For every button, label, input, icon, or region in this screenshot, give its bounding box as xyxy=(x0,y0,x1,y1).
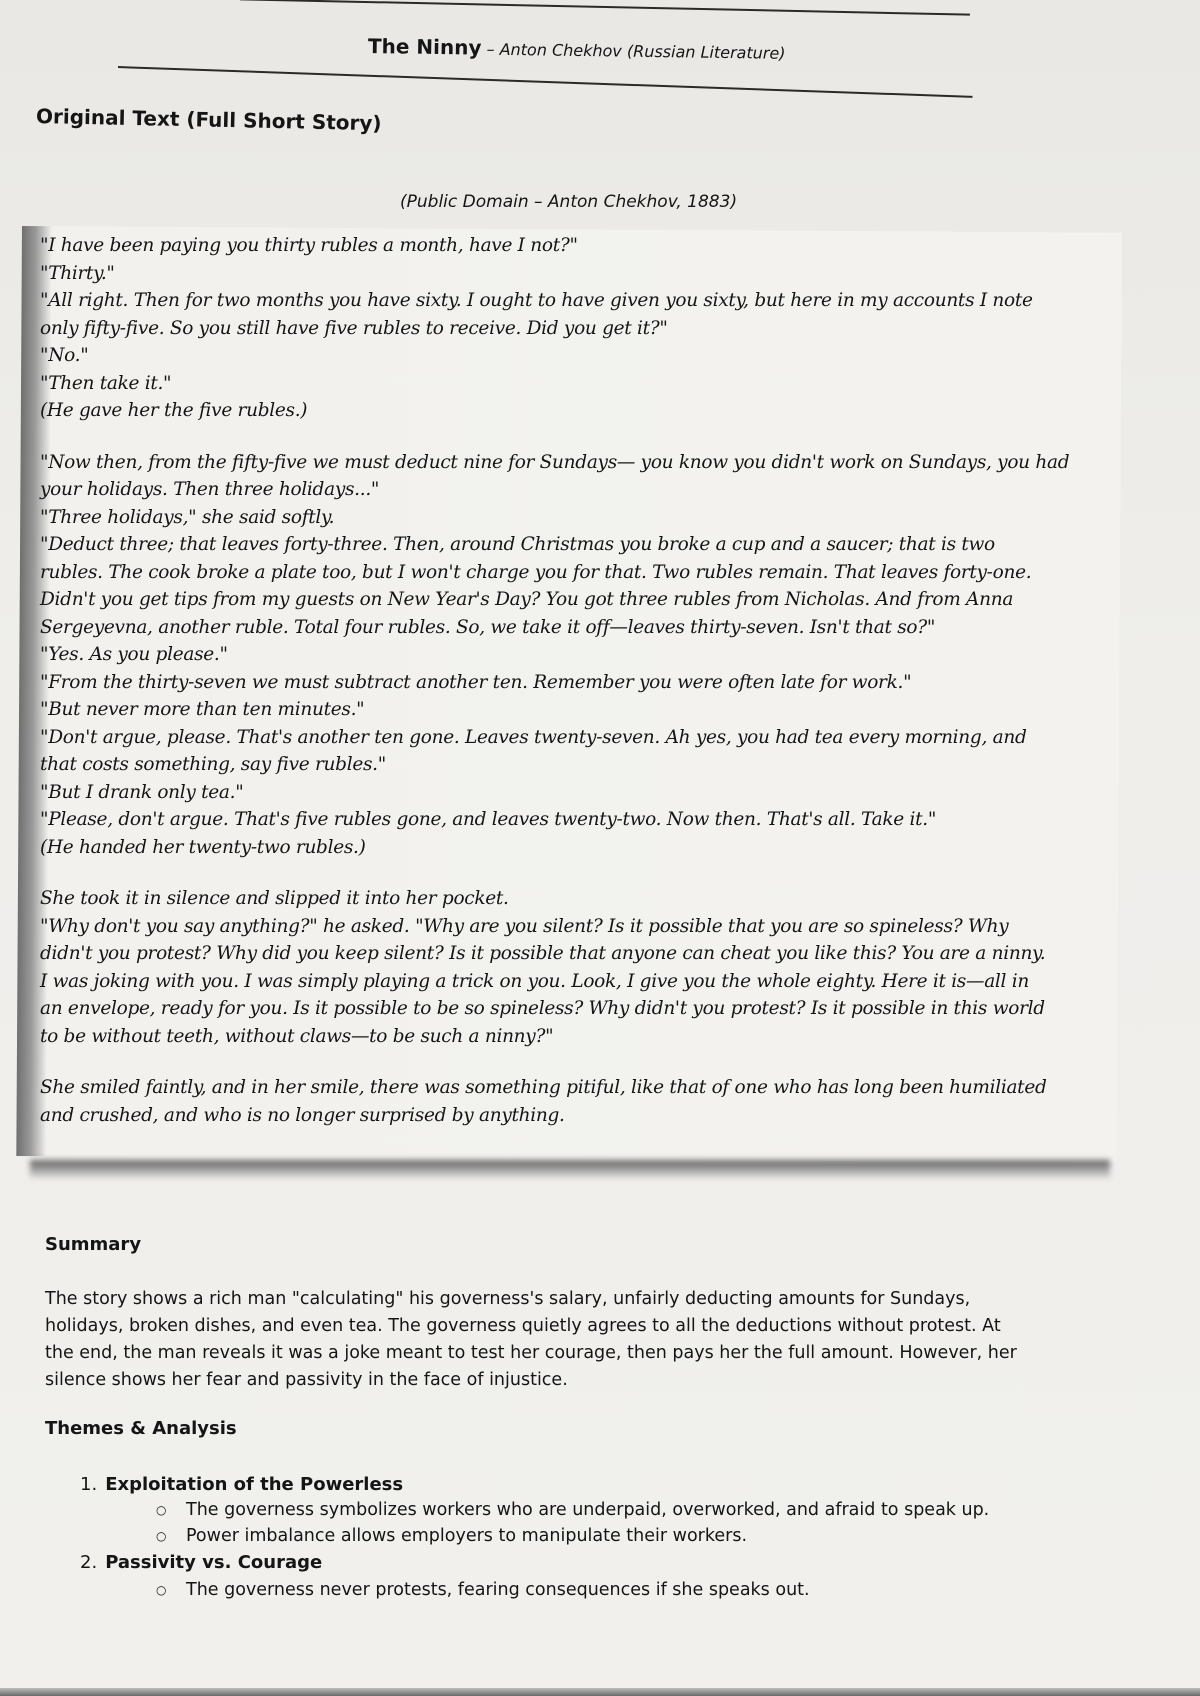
document-title xyxy=(368,34,928,66)
summary-line: The story shows a rich man "calculating" his governess's salary, unfairly deducting amounts for Sundays, xyxy=(45,1289,971,1309)
story-line: "Three holidays," she said softly. xyxy=(40,506,335,528)
paragraph-gap xyxy=(40,861,1140,885)
summary-line: holidays, broken dishes, and even tea. The governess quietly agrees to all the deductions without protest. At xyxy=(45,1316,1001,1336)
theme-number: 1. xyxy=(80,1474,98,1495)
story-line: "Don't argue, please. That's another ten gone. Leaves twenty-seven. Ah yes, you had tea every morning, and xyxy=(40,726,1027,748)
story-line: "I have been paying you thirty rubles a month, have I not?" xyxy=(40,235,578,256)
story-line: She took it in silence and slipped it into her pocket. xyxy=(40,888,509,909)
story-line: "But I drank only tea." xyxy=(40,781,244,803)
circle-bullet-icon: ○ xyxy=(156,1583,167,1597)
summary-line: silence shows her fear and passivity in the face of injustice. xyxy=(45,1370,568,1390)
title-underline xyxy=(118,66,973,98)
story-line: that costs something, say five rubles." xyxy=(40,754,386,775)
paragraph-gap xyxy=(40,1050,1140,1074)
story-line: (He handed her twenty-two rubles.) xyxy=(40,836,366,858)
title-subtitle: – Anton Chekhov (Russian Literature) xyxy=(481,39,786,63)
story-line: only fifty-five. So you still have five rubles to receive. Did you get it?" xyxy=(40,317,668,339)
theme-item-2 xyxy=(80,1552,322,1573)
story-line: "No." xyxy=(40,345,89,366)
theme-number: 2. xyxy=(80,1552,98,1573)
story-line: "Why don't you say anything?" he asked. "Why are you silent? Is it possible that you are so spineless? Why xyxy=(40,915,1009,937)
circle-bullet-icon: ○ xyxy=(156,1503,167,1517)
theme-item-1 xyxy=(80,1474,403,1495)
story-line: Didn't you get tips from my guests on New Year's Day? You got three rubles from Nicholas. And from Anna xyxy=(40,589,1014,610)
circle-bullet-icon: ○ xyxy=(156,1529,167,1543)
story-line: "From the thirty-seven we must subtract another ten. Remember you were often late for work." xyxy=(40,671,912,693)
story-line: rubles. The cook broke a plate too, but I won't charge you for that. Two rubles remain. That leaves forty-one. xyxy=(40,561,1032,583)
theme-bullet xyxy=(156,1500,989,1520)
story-shadow xyxy=(30,1160,1110,1178)
story-line: your holidays. Then three holidays..." xyxy=(40,479,380,500)
story-line: "Yes. As you please." xyxy=(40,644,228,665)
story-line: "Then take it." xyxy=(40,372,172,394)
story-line: an envelope, ready for you. Is it possible to be so spineless? Why didn't you protest? Is it possible in this world xyxy=(40,998,1045,1019)
story-line: "Thirty." xyxy=(40,262,115,284)
story-line: "Please, don't argue. That's five rubles gone, and leaves twenty-two. Now then. That's all. Take it." xyxy=(40,809,937,830)
bullet-text: Power imbalance allows employers to manipulate their workers. xyxy=(186,1526,748,1546)
summary-text xyxy=(45,1286,1135,1394)
themes-heading: Themes & Analysis xyxy=(45,1418,237,1439)
public-domain-note: (Public Domain – Anton Chekhov, 1883) xyxy=(400,192,738,212)
story-line: to be without teeth, without claws—to be such a ninny?" xyxy=(40,1025,554,1047)
story-line: (He gave her the five rubles.) xyxy=(40,400,308,421)
story-line: I was joking with you. I was simply playing a trick on you. Look, I give you the whole eighty. Here it is—all in xyxy=(40,970,1029,992)
original-text-heading: Original Text (Full Short Story) xyxy=(35,104,382,136)
story-line: "Now then, from the fifty-five we must deduct nine for Sundays— you know you didn't work on Sundays, you had xyxy=(40,451,1070,473)
page-bottom-edge xyxy=(0,1688,1200,1696)
theme-bullet xyxy=(156,1580,810,1600)
theme-title: Passivity vs. Courage xyxy=(105,1552,323,1573)
theme-bullet xyxy=(156,1526,747,1546)
title-main: The Ninny xyxy=(367,34,482,60)
story-line: "Deduct three; that leaves forty-three. Then, around Christmas you broke a cup and a saucer; that is two xyxy=(40,534,995,555)
story-line: "All right. Then for two months you have sixty. I ought to have given you sixty, but here in my accounts I note xyxy=(40,290,1033,311)
bullet-text: The governess never protests, fearing consequences if she speaks out. xyxy=(186,1580,810,1600)
paragraph-gap xyxy=(40,425,1140,449)
story-line: Sergeyevna, another ruble. Total four rubles. So, we take it off—leaves thirty-seven. Isn't that so?" xyxy=(40,616,936,638)
story-line: didn't you protest? Why did you keep silent? Is it possible that anyone can cheat you like this? You are a ninny. xyxy=(40,943,1046,964)
summary-line: the end, the man reveals it was a joke meant to test her courage, then pays her the full amount. However, her xyxy=(45,1343,1017,1363)
story-line: "But never more than ten minutes." xyxy=(40,699,365,720)
story-line: and crushed, and who is no longer surprised by anything. xyxy=(40,1104,565,1126)
story-text xyxy=(40,232,1140,1129)
summary-heading: Summary xyxy=(45,1234,142,1255)
bullet-text: The governess symbolizes workers who are underpaid, overworked, and afraid to speak up. xyxy=(186,1500,990,1520)
story-line: She smiled faintly, and in her smile, there was something pitiful, like that of one who has long been humiliated xyxy=(40,1077,1047,1098)
theme-title: Exploitation of the Powerless xyxy=(105,1474,404,1495)
top-rule xyxy=(240,0,970,16)
